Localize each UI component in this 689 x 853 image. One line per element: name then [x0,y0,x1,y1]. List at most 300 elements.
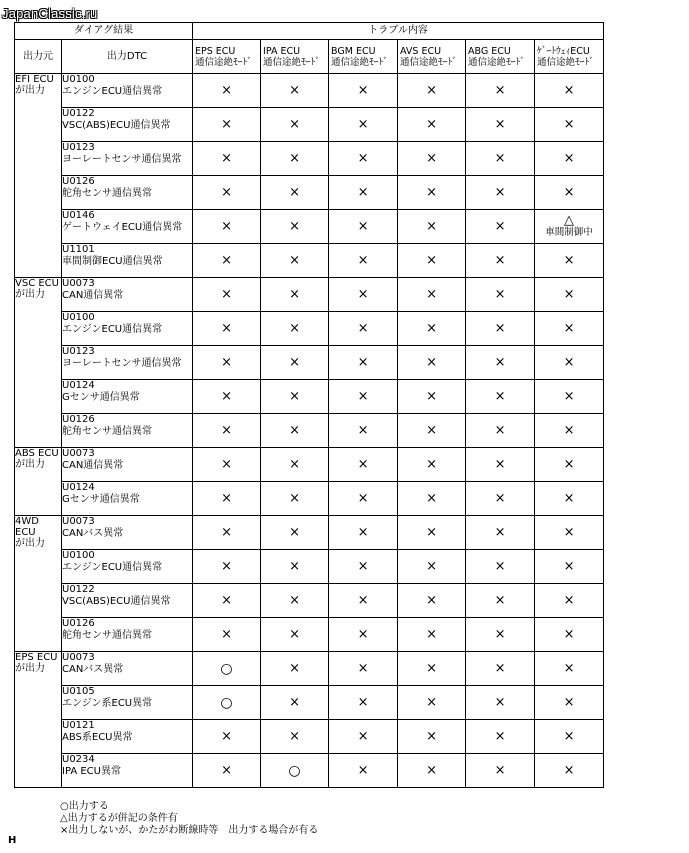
dtc-cell [62,312,193,346]
ecu-mode: 通信途絶ﾓｰﾄﾞ [331,56,389,68]
mark-cell [466,618,535,652]
mark-cell [329,448,398,482]
mark-cell [466,74,535,108]
dtc-cell [62,686,193,720]
dtc-code: U1101 [62,244,95,255]
mark-symbol: × [221,728,232,744]
table-row [15,550,604,584]
mark-cell [535,414,604,448]
mark-cell [329,346,398,380]
dtc-code: U0105 [62,686,95,697]
mark-symbol: × [289,524,300,540]
table-row [15,720,604,754]
table-row [15,618,604,652]
mark-cell [398,720,466,754]
mark-symbol: × [289,82,300,98]
mark-cell [261,720,329,754]
ecu-name: ｹﾞｰﾄｳｪｨECU [537,45,590,57]
mark-cell [466,448,535,482]
mark-cell [535,346,604,380]
mark-cell [193,754,261,788]
mark-cell [466,312,535,346]
mark-cell [329,278,398,312]
mark-symbol: × [494,626,506,642]
source-ecu: ABS ECU [15,448,59,459]
mark-symbol: × [289,626,300,642]
dtc-code: U0073 [62,652,95,663]
mark-cell [329,108,398,142]
mark-cell [193,312,261,346]
mark-symbol: × [289,592,300,608]
mark-cell [466,652,535,686]
dtc-cell [62,414,193,448]
mark-symbol: × [357,218,369,234]
dtc-code: U0123 [62,346,95,357]
mark-cell [398,516,466,550]
ecu-column-header [261,40,329,74]
table-row [15,176,604,210]
mark-cell [193,176,261,210]
mark-symbol: × [494,150,506,166]
mark-symbol: × [426,660,437,676]
mark-symbol: × [426,354,437,370]
dtc-description: CAN通信異常 [62,290,124,301]
mark-symbol: × [563,592,575,608]
mark-cell [535,108,604,142]
mark-symbol: × [289,490,300,506]
mark-cell [466,584,535,618]
mark-cell [466,516,535,550]
mark-symbol: × [563,116,575,132]
mark-symbol: × [426,150,437,166]
mark-cell [261,346,329,380]
mark-cell [193,74,261,108]
mark-symbol: × [221,422,232,438]
mark-cell [261,210,329,244]
mark-cell [466,482,535,516]
mark-symbol: × [563,626,575,642]
mark-symbol: × [426,524,437,540]
ecu-name: ABG ECU [468,45,511,57]
mark-cell [398,380,466,414]
mark-cell [193,346,261,380]
mark-cell [535,380,604,414]
mark-cell [535,244,604,278]
mark-symbol: × [563,82,575,98]
mark-cell [398,550,466,584]
table-row [15,74,604,108]
mark-symbol: × [357,116,369,132]
mark-symbol: × [221,218,232,234]
dtc-description: 舵角センサ通信異常 [62,630,152,641]
dtc-cell [62,754,193,788]
dtc-description: IPA ECU異常 [62,766,121,777]
mark-symbol: × [426,626,437,642]
mark-symbol: × [426,762,437,778]
mark-symbol: × [494,592,506,608]
legend-item-conditional: △出力するが併記の条件有 [60,813,178,824]
mark-cell [466,754,535,788]
source-column-header: 出力元 [15,40,62,74]
mark-cell [193,142,261,176]
mark-cell [329,74,398,108]
dtc-description: 舵角センサ通信異常 [62,426,152,437]
dtc-description: エンジン系ECU異常 [62,698,153,709]
mark-symbol: × [563,558,575,574]
mark-cell [398,482,466,516]
table-row [15,142,604,176]
mark-cell [329,312,398,346]
dtc-cell [62,516,193,550]
mark-symbol: ○ [220,660,233,677]
source-cell [15,448,62,516]
mark-cell [398,210,466,244]
mark-symbol: × [289,694,300,710]
mark-symbol: × [289,184,300,200]
mark-symbol: × [221,490,232,506]
mark-cell [193,550,261,584]
mark-cell [329,142,398,176]
mark-symbol: × [426,218,437,234]
mark-symbol: × [357,490,369,506]
mark-cell [466,244,535,278]
mark-symbol: × [221,320,232,336]
mark-cell [193,516,261,550]
dtc-cell [62,108,193,142]
mark-cell [398,312,466,346]
mark-symbol: × [357,388,369,404]
mark-symbol: × [357,660,369,676]
dtc-description: VSC(ABS)ECU通信異常 [62,596,171,607]
mark-symbol: × [357,354,369,370]
mark-cell [329,754,398,788]
dtc-cell [62,244,193,278]
mark-cell [329,244,398,278]
mark-cell [261,652,329,686]
dtc-cell [62,278,193,312]
source-ecu: EPS ECU [15,652,58,663]
ecu-name: EPS ECU [195,45,236,57]
mark-cell [398,244,466,278]
mark-symbol: × [357,252,369,268]
dtc-column-header: 出力DTC [62,40,193,74]
mark-cell [398,74,466,108]
mark-symbol: × [221,524,232,540]
diagnosis-table [14,22,604,788]
mark-symbol: × [563,694,575,710]
mark-cell [398,686,466,720]
dtc-code: U0122 [62,108,95,119]
dtc-cell [62,346,193,380]
mark-symbol: × [221,592,232,608]
mark-symbol: △ [564,212,575,228]
mark-cell [398,108,466,142]
mark-cell [535,550,604,584]
ecu-mode: 通信途絶ﾓｰﾄﾞ [400,56,458,68]
mark-note: 車間制御中 [545,226,593,238]
mark-cell [261,176,329,210]
mark-cell [535,142,604,176]
mark-cell [466,108,535,142]
mark-cell [261,244,329,278]
mark-cell [261,380,329,414]
mark-cell [398,448,466,482]
mark-cell [261,142,329,176]
mark-symbol: × [563,150,575,166]
mark-cell [193,720,261,754]
source-cell [15,516,62,652]
mark-symbol: × [289,286,300,302]
mark-symbol: × [563,728,575,744]
mark-symbol: × [494,116,506,132]
mark-cell [261,312,329,346]
mark-symbol: × [357,694,369,710]
mark-symbol: × [289,388,300,404]
mark-symbol: × [357,626,369,642]
mark-symbol: × [563,286,575,302]
mark-cell [398,414,466,448]
mark-cell [193,618,261,652]
mark-symbol: × [289,558,300,574]
dtc-description: Gセンサ通信異常 [62,392,140,403]
dtc-description: エンジンECU通信異常 [62,562,163,573]
mark-cell [398,618,466,652]
mark-cell [466,278,535,312]
mark-symbol: × [357,592,369,608]
mark-symbol: × [494,388,506,404]
mark-symbol: × [494,252,506,268]
mark-cell [261,550,329,584]
mark-symbol: × [357,422,369,438]
mark-symbol: ○ [220,694,233,711]
dtc-description: ヨーレートセンサ通信異常 [62,154,182,165]
mark-symbol: × [289,456,300,472]
dtc-code: U0100 [62,74,95,85]
mark-cell [398,584,466,618]
source-ecu: 4WD ECU [15,516,39,538]
table-row [15,584,604,618]
mark-cell [261,482,329,516]
mark-symbol: × [289,422,300,438]
ecu-column-header [398,40,466,74]
mark-cell [535,482,604,516]
diag-result-header: ダイアグ結果 [15,23,193,40]
mark-cell [398,142,466,176]
mark-symbol: × [426,388,437,404]
ecu-column-header [535,40,604,74]
mark-cell [329,686,398,720]
mark-cell [535,278,604,312]
mark-symbol: × [563,660,575,676]
mark-symbol: × [289,252,300,268]
mark-cell [466,414,535,448]
table-row [15,754,604,788]
mark-cell [261,516,329,550]
source-output: が出力 [15,289,45,300]
mark-cell [329,516,398,550]
mark-symbol: × [221,762,232,778]
mark-cell [535,210,604,244]
dtc-description: 車間制御ECU通信異常 [62,256,163,267]
ecu-column-header [466,40,535,74]
mark-symbol: × [426,728,437,744]
mark-symbol: × [221,116,232,132]
mark-cell [535,448,604,482]
mark-cell [535,74,604,108]
mark-symbol: × [357,82,369,98]
table-row [15,652,604,686]
mark-cell [261,414,329,448]
dtc-code: U0234 [62,754,95,765]
dtc-description: ABS系ECU異常 [62,732,133,743]
mark-symbol: × [426,694,437,710]
table-row [15,346,604,380]
mark-cell [193,108,261,142]
source-output: が出力 [15,85,45,96]
mark-symbol: × [289,354,300,370]
mark-cell [193,584,261,618]
mark-symbol: × [563,422,575,438]
dtc-code: U0123 [62,142,95,153]
mark-symbol: × [426,82,437,98]
mark-symbol: × [563,388,575,404]
mark-symbol: × [494,320,506,336]
mark-symbol: × [357,728,369,744]
mark-symbol: × [221,456,232,472]
mark-symbol: × [563,252,575,268]
mark-symbol: × [357,558,369,574]
corner-mark: H [8,835,17,846]
mark-symbol: × [494,286,506,302]
mark-symbol: × [221,558,232,574]
trouble-content-header: トラブル内容 [193,23,604,40]
dtc-code: U0122 [62,584,95,595]
ecu-column-header [193,40,261,74]
dtc-description: エンジンECU通信異常 [62,86,163,97]
dtc-code: U0073 [62,448,95,459]
source-cell [15,652,62,788]
mark-cell [398,278,466,312]
dtc-code: U0126 [62,176,95,187]
mark-cell [193,244,261,278]
mark-cell [261,618,329,652]
mark-cell [329,584,398,618]
mark-symbol: × [494,694,506,710]
mark-symbol: × [426,422,437,438]
mark-symbol: × [221,82,232,98]
mark-cell [329,210,398,244]
mark-cell [466,142,535,176]
source-cell [15,278,62,448]
mark-cell [261,278,329,312]
dtc-code: U0100 [62,550,95,561]
mark-cell [535,686,604,720]
mark-symbol: × [289,320,300,336]
mark-cell [261,584,329,618]
mark-cell [329,618,398,652]
dtc-cell [62,550,193,584]
mark-cell [535,516,604,550]
dtc-cell [62,618,193,652]
mark-cell [193,414,261,448]
mark-symbol: × [289,218,300,234]
table-row [15,516,604,550]
dtc-description: CAN通信異常 [62,460,124,471]
mark-symbol: × [426,320,437,336]
watermark: JapanClassic.ru [2,6,98,21]
mark-symbol: × [221,252,232,268]
mark-cell [466,720,535,754]
dtc-description: Gセンサ通信異常 [62,494,140,505]
dtc-cell [62,380,193,414]
mark-symbol: × [357,286,369,302]
mark-symbol: × [221,388,232,404]
mark-cell [535,312,604,346]
ecu-mode: 通信途絶ﾓｰﾄﾞ [537,56,595,68]
mark-symbol: × [357,184,369,200]
dtc-cell [62,584,193,618]
dtc-code: U0126 [62,618,95,629]
mark-cell [193,652,261,686]
mark-symbol: × [494,490,506,506]
mark-symbol: × [426,558,437,574]
mark-cell [535,618,604,652]
mark-symbol: × [357,456,369,472]
dtc-cell [62,176,193,210]
mark-cell [398,176,466,210]
dtc-cell [62,74,193,108]
mark-cell [261,74,329,108]
mark-symbol: × [426,184,437,200]
mark-symbol: × [494,558,506,574]
mark-symbol: × [357,320,369,336]
dtc-code: U0121 [62,720,95,731]
mark-cell [193,448,261,482]
mark-symbol: × [221,150,232,166]
mark-symbol: × [494,82,506,98]
ecu-column-header [329,40,398,74]
mark-symbol: × [494,354,506,370]
mark-cell [535,652,604,686]
dtc-code: U0073 [62,278,95,289]
mark-symbol: × [357,762,369,778]
mark-symbol: × [563,524,575,540]
mark-symbol: × [357,524,369,540]
ecu-mode: 通信途絶ﾓｰﾄﾞ [195,56,253,68]
table-row [15,278,604,312]
mark-cell [193,278,261,312]
mark-cell [398,346,466,380]
table-row [15,448,604,482]
mark-cell [261,686,329,720]
mark-symbol: × [289,728,300,744]
mark-symbol: × [426,592,437,608]
dtc-description: エンジンECU通信異常 [62,324,163,335]
table-row [15,380,604,414]
dtc-description: VSC(ABS)ECU通信異常 [62,120,171,131]
mark-symbol: × [494,728,506,744]
mark-symbol: × [563,184,575,200]
mark-symbol: × [426,252,437,268]
table-row [15,312,604,346]
dtc-cell [62,720,193,754]
mark-symbol: × [494,456,506,472]
mark-symbol: × [426,286,437,302]
mark-symbol: ○ [288,762,301,779]
dtc-cell [62,652,193,686]
legend [60,801,318,837]
ecu-name: BGM ECU [331,45,376,57]
